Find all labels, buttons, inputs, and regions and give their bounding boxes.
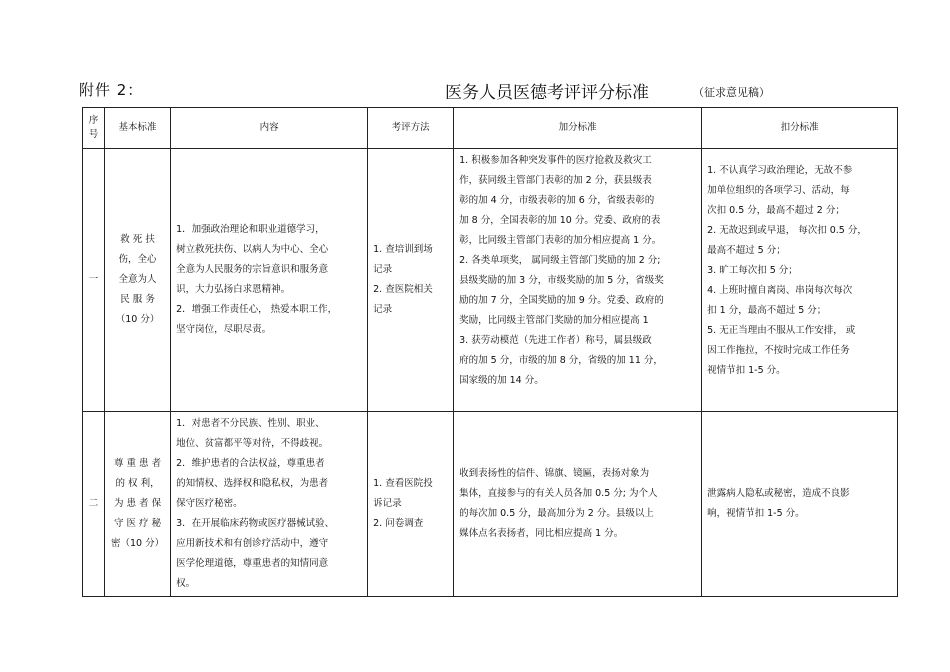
cell-line: 地位、贫富都平等对待，不得歧视。 [176,438,329,449]
cell-line: 权。 [176,578,196,589]
cell-line: 视情节扣 1-5 分。 [707,365,786,376]
cell-line: 尊 重 患 者 [114,458,162,469]
deduct-cell [702,412,898,597]
cell-line: 国家级的加 14 分。 [459,375,544,386]
cell-line: 1. 不认真学习政治理论，无故不参 [707,165,853,176]
cell-line: 加单位组织的各项学习、活动，每 [707,185,850,196]
cell-line: 集体，直接参与的有关人员各加 0.5 分; 为个人 [459,488,658,499]
cell-line: 应用新技术和有创诊疗活动中，遵守 [176,538,329,549]
bonus-cell [454,149,702,412]
cell-line: 为 患 者 保 [114,498,162,509]
col-header-basic: 基本标准 [105,108,171,149]
page-title: 医务人员医德考评评分标准 [445,83,649,103]
cell-line: 2. 各类单项奖， 属同级主管部门奖励的加 2 分; [459,255,661,266]
cell-line: 彰，比同级主管部门表彰的加分相应提高 1 分。 [459,235,662,246]
cell-line: 识，大力弘扬白求恩精神。 [176,284,291,295]
row-index: 二 [83,412,105,597]
row-index: 一 [83,149,105,412]
cell-line: 奖励，比同级主管部门奖励的加分相应提高 1 [459,315,649,326]
cell-line: 医学伦理道德，尊重患者的知情同意 [176,558,329,569]
cell-line: 记录 [373,304,393,315]
cell-line: 2. 查医院相关 [373,284,433,295]
cell-line: 1．加强政治理论和职业道德学习， [176,224,325,235]
cell-line: 最高不超过 5 分； [707,245,786,256]
cell-line: 府的加 5 分，市级的加 8 分，省级的加 11 分， [459,355,663,366]
bonus-cell [454,412,702,597]
method-cell [368,149,454,412]
attachment-label: 附件 2： [79,81,144,99]
col-header-content: 内容 [171,108,368,149]
cell-line: 记录 [373,264,393,275]
cell-line: 3. 获劳动模范（先进工作者）称号，属县级政 [459,335,652,346]
table-header-row [83,108,898,149]
content-cell [171,149,368,412]
cell-line: 民 服 务 [120,294,155,305]
cell-line: 1．对患者不分民族、性别、职业、 [176,418,325,429]
col-header-bonus: 加分标准 [454,108,702,149]
table-row [83,149,898,412]
cell-line: 县级奖励的加 3 分，市级奖励的加 5 分，省级奖 [459,275,664,286]
cell-line: 密（10 分） [111,538,165,549]
cell-line: 5. 无正当理由不服从工作安排， 或 [707,325,856,336]
cell-line: 次扣 0.5 分，最高不超过 2 分； [707,205,845,216]
cell-line: 作，获同级主管部门表彰的加 2 分，获县级表 [459,175,652,186]
cell-line: 响，视情节扣 1-5 分。 [707,508,805,519]
cell-line: 全意为人 [118,274,157,285]
basic-standard-cell [105,149,171,412]
cell-line: 1. 积极参加各种突发事件的医疗抢救及救灾工 [459,155,652,166]
cell-line: 树立救死扶伤、以病人为中心、全心 [176,244,329,255]
cell-line: 的 权 利， [115,478,160,489]
cell-line: 收到表扬性的信件、锦旗、镜匾，表扬对象为 [459,468,650,479]
cell-line: 励的加 7 分，全国奖励的加 9 分。党委、政府的 [459,295,664,306]
cell-line: 2．维护患者的合法权益，尊重患者 [176,458,325,469]
cell-line: 2. 无故迟到或早退， 每次扣 0.5 分， [707,225,867,236]
cell-line: 1. 查看医院投 [373,478,433,489]
cell-line: 4. 上班时擅自离岗、串岗每次每次 [707,285,853,296]
cell-line: 因工作拖拉，不按时完成工作任务 [707,345,850,356]
col-header-index: 序号 [83,108,105,149]
cell-line: 2. 问卷调查 [373,518,424,529]
cell-line: 彰的加 4 分，市级表彰的加 6 分，省级表彰的 [459,195,655,206]
deduct-cell [702,149,898,412]
cell-line: 伤，全心 [118,254,157,265]
col-header-method: 考评方法 [368,108,454,149]
scoring-table [82,107,898,597]
cell-line: （10 分） [115,314,160,325]
cell-line: 的知情权、选择权和隐私权，为患者 [176,478,329,489]
cell-line: 1. 查培训到场 [373,244,433,255]
method-cell [368,412,454,597]
cell-line: 保守医疗秘密。 [176,498,243,509]
cell-line: 扣 1 分，最高不超过 5 分； [707,305,827,316]
cell-line: 全意为人民服务的宗旨意识和服务意 [176,264,329,275]
cell-line: 守 医 疗 秘 [114,518,162,529]
cell-line: 的每次加 0.5 分，最高加分为 2 分。县级以上 [459,508,654,519]
page-subtitle: （征求意见稿） [693,86,770,99]
basic-standard-cell [105,412,171,597]
cell-line: 3. 旷工每次扣 5 分； [707,265,798,276]
cell-line: 2．增强工作责任心， 热爱本职工作， [176,304,338,315]
cell-line: 加 8 分，全国表彰的加 10 分。党委、政府的表 [459,215,661,226]
cell-line: 救 死 扶 [120,234,155,245]
cell-line: 媒体点名表扬者，同比相应提高 1 分。 [459,528,624,539]
table-row [83,412,898,597]
col-header-deduct: 扣分标准 [702,108,898,149]
cell-line: 坚守岗位，尽职尽责。 [176,324,272,335]
content-cell [171,412,368,597]
cell-line: 泄露病人隐私或秘密，造成不良影 [707,488,850,499]
cell-line: 3．在开展临床药物或医疗器械试验、 [176,518,335,529]
cell-line: 诉记录 [373,498,402,509]
